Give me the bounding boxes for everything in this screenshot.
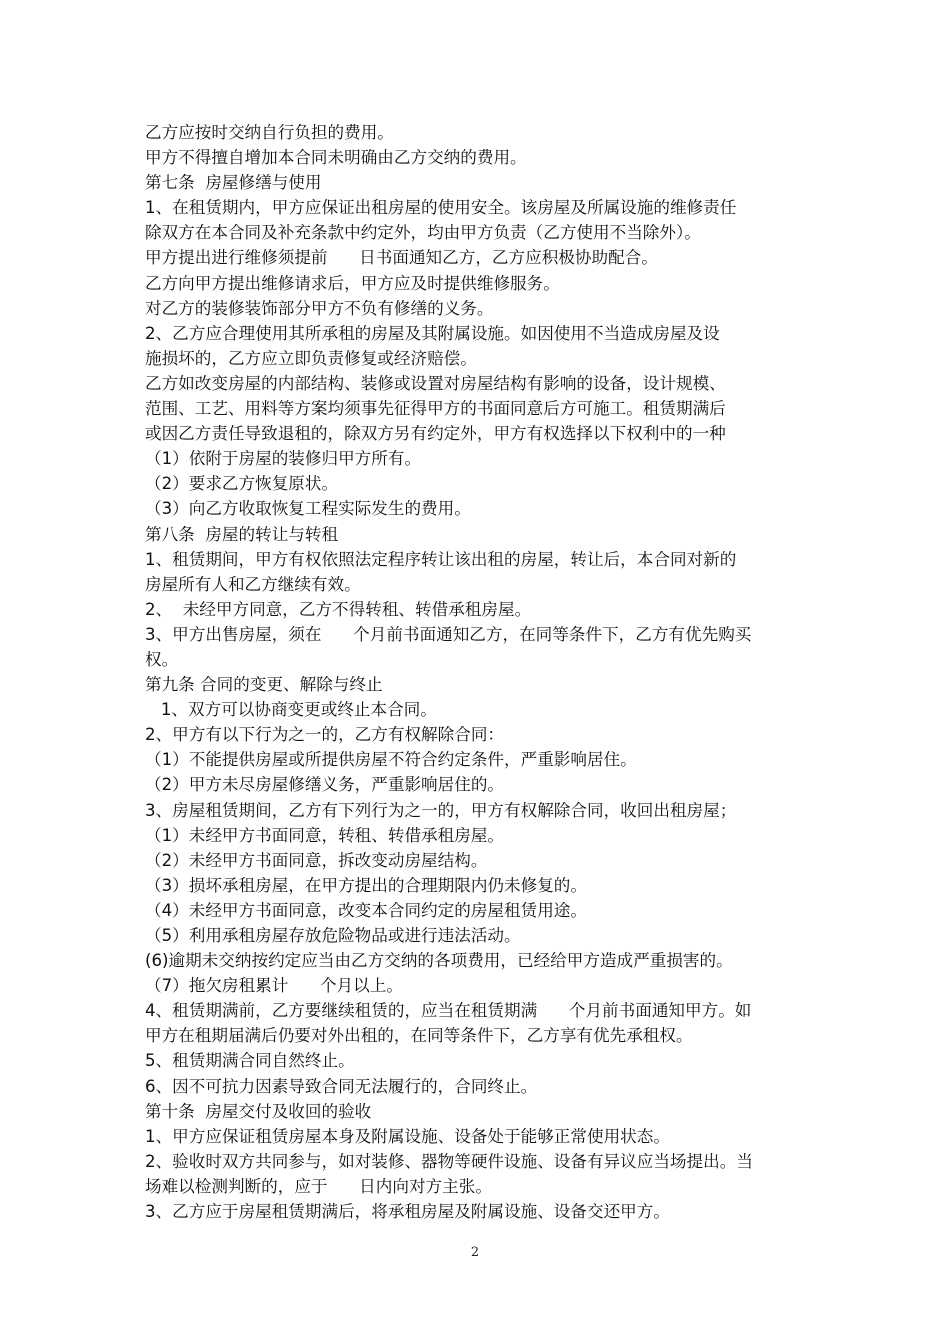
text-line: 甲方提出进行维修须提前 日书面通知乙方，乙方应积极协助配合。: [145, 248, 658, 268]
text-line: 权。: [145, 649, 179, 669]
text-line: （5）利用承租房屋存放危险物品或进行违法活动。: [145, 926, 521, 945]
text-line: （3）损坏承租房屋，在甲方提出的合理期限内仍未修复的。: [145, 875, 587, 895]
text-line: 1、甲方应保证租赁房屋本身及附属设施、设备处于能够正常使用状态。: [145, 1126, 670, 1146]
text-line: 房屋所有人和乙方继续有效。: [145, 574, 361, 594]
text-line: 2、乙方应合理使用其所承租的房屋及其附属设施。如因使用不当造成房屋及设: [145, 323, 720, 343]
text-line: 或因乙方责任导致退租的，除双方另有约定外，甲方有权选择以下权利中的一种: [145, 424, 726, 444]
text-line: (6)逾期未交纳按约定应当由乙方交纳的各项费用，已经给甲方造成严重损害的。: [145, 951, 733, 971]
text-line: 对乙方的装修装饰部分甲方不负有修缮的义务。: [145, 298, 494, 318]
text-line: 场难以检测判断的，应于 日内向对方主张。: [145, 1176, 492, 1196]
text-line: 除双方在本合同及补充条款中约定外，均由甲方负责（乙方使用不当除外）。: [145, 223, 701, 243]
text-line: 1、租赁期间，甲方有权依照法定程序转让该出租的房屋，转让后，本合同对新的: [145, 549, 737, 569]
text-line: （2）甲方未尽房屋修缮义务，严重影响居住的。: [145, 775, 505, 795]
text-line: 第七条 房屋修缮与使用: [145, 173, 322, 193]
text-line: 1、在租赁期内，甲方应保证出租房屋的使用安全。该房屋及所属设施的维修责任: [145, 198, 737, 218]
text-line: （1）未经甲方书面同意，转租、转借承租房屋。: [145, 825, 505, 845]
text-line: 3、甲方出售房屋，须在 个月前书面通知乙方，在同等条件下，乙方有优先购买: [145, 624, 752, 644]
text-line: （1）依附于房屋的装修归甲方所有。: [145, 449, 422, 469]
text-line: 第十条 房屋交付及收回的验收: [145, 1101, 372, 1121]
text-line: 甲方不得擅自增加本合同未明确由乙方交纳的费用。: [145, 148, 527, 168]
text-line: 乙方应按时交纳自行负担的费用。: [145, 123, 394, 142]
text-line: 4、租赁期满前，乙方要继续租赁的，应当在租赁期满 个月前书面通知甲方。如: [145, 1001, 752, 1021]
text-line: （2）未经甲方书面同意，拆改变动房屋结构。: [145, 850, 488, 870]
text-line: 3、乙方应于房屋租赁期满后，将承租房屋及附属设施、设备交还甲方。: [145, 1202, 670, 1222]
text-line: 2、验收时双方共同参与，如对装修、器物等硬件设施、设备有异议应当场提出。当: [145, 1151, 753, 1171]
text-line: 5、租赁期满合同自然终止。: [145, 1051, 355, 1071]
text-line: （3）向乙方收取恢复工程实际发生的费用。: [145, 499, 471, 519]
text-line: 第九条 合同的变更、解除与终止: [145, 675, 383, 695]
text-line: 2、 未经甲方同意，乙方不得转租、转借承租房屋。: [145, 599, 532, 619]
text-line: 乙方向甲方提出维修请求后，甲方应及时提供维修服务。: [145, 273, 560, 293]
page-number: 2: [470, 1245, 480, 1260]
text-line: 第八条 房屋的转让与转租: [145, 524, 339, 544]
text-line: 1、双方可以协商变更或终止本合同。: [145, 700, 437, 720]
text-line: 范围、工艺、用料等方案均须事先征得甲方的书面同意后方可施工。租赁期满后: [145, 399, 726, 419]
document-body: [145, 120, 825, 1224]
text-line: （4）未经甲方书面同意，改变本合同约定的房屋租赁用途。: [145, 900, 587, 920]
text-line: 甲方在租期届满后仍要对外出租的，在同等条件下，乙方享有优先承租权。: [145, 1026, 693, 1046]
text-line: （7）拖欠房租累计 个月以上。: [145, 976, 403, 996]
text-line: 施损坏的，乙方应立即负责修复或经济赔偿。: [145, 348, 477, 368]
text-line: 乙方如改变房屋的内部结构、装修或设置对房屋结构有影响的设备，设计规模、: [145, 373, 726, 393]
text-line: 2、甲方有以下行为之一的，乙方有权解除合同：: [145, 725, 505, 745]
text-line: （1）不能提供房屋或所提供房屋不符合约定条件，严重影响居住。: [145, 750, 637, 770]
text-line: （2）要求乙方恢复原状。: [145, 474, 339, 494]
text-line: 6、因不可抗力因素导致合同无法履行的，合同终止。: [145, 1076, 538, 1096]
text-line: 3、房屋租赁期间，乙方有下列行为之一的，甲方有权解除合同，收回出租房屋；: [145, 800, 737, 820]
